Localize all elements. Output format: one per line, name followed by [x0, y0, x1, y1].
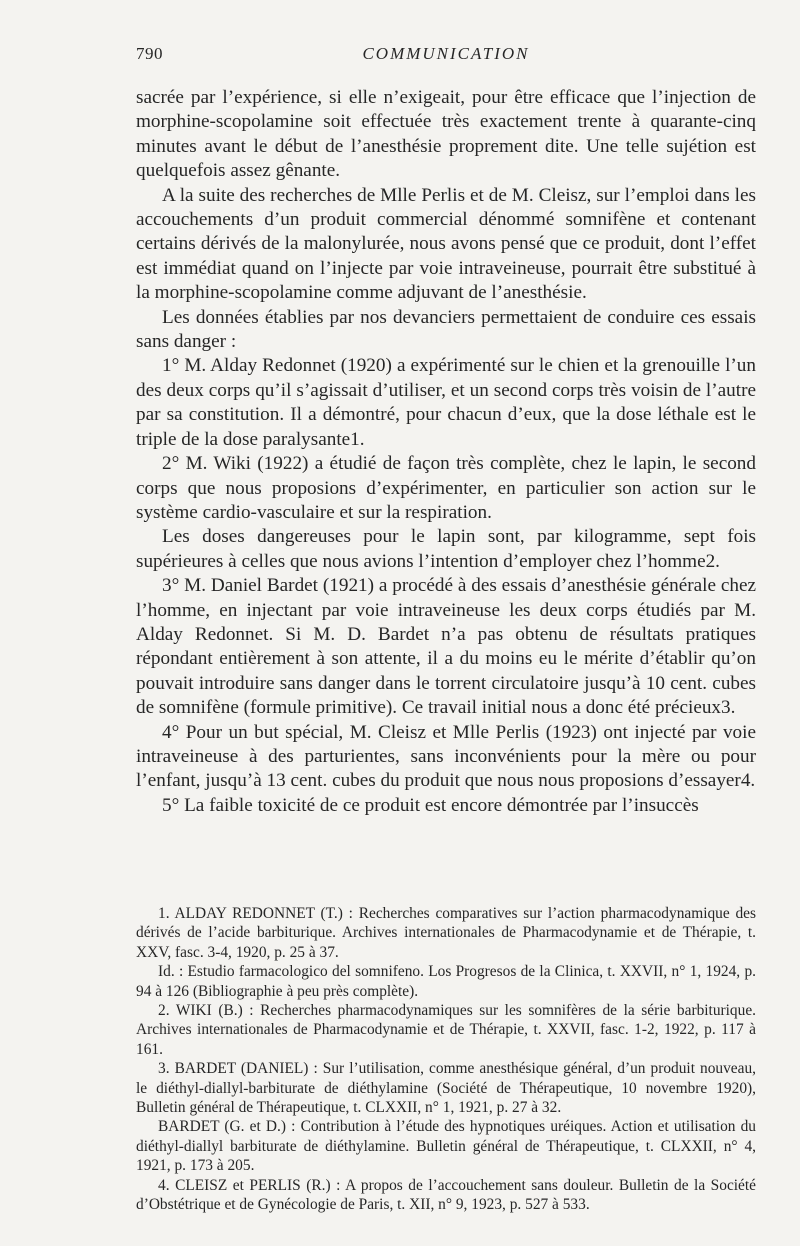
paragraph: 3° M. Daniel Bardet (1921) a procédé à des essais d’anesthésie générale chez l’homme, en injectant par voie intraveineuse les deux corps étudiés par M. Alday Redonnet. Si M. D. Bardet n’a pas obtenu de résultats pratiques répondant entièrement à son attente, il a du moins eu le mérite d’établir qu’on pouvait introduire sans danger dans le torrent circulatoire jusqu’à 10 cent. cubes de somnifène (formule primitive). Ce travail initial nous a donc été précieux3.	[136, 575, 756, 719]
paragraph: 5° La faible toxicité de ce produit est encore démontrée par l’insuccès	[162, 794, 699, 816]
footnotes	[136, 904, 756, 1215]
paragraph: Les doses dangereuses pour le lapin sont, par kilogramme, sept fois supérieures à celles que nous avions l’intention d’employer chez l’homme2.	[136, 526, 756, 572]
running-title: COMMUNICATION	[362, 44, 530, 63]
paragraph: Les données établies par nos devanciers permettaient de conduire ces essais sans danger :	[136, 306, 756, 353]
body-text	[136, 86, 756, 818]
footnote: BARDET (G. et D.) : Contribution à l’étude des hypnotiques uréiques. Action et utilisation du diéthyl-diallyl barbiturate de diéthylamine. Bulletin général de Thérapeutique, t. CLXXII, n° 4, 1921, p. 173 à 205.	[136, 1118, 756, 1175]
paragraph: 1° M. Alday Redonnet (1920) a expérimenté sur le chien et la grenouille l’un des deux corps qu’il s’agissait d’utiliser, et un second corps très voisin de l’autre par sa constitution. Il a démontré, pour chacun d’eux, que la dose léthale est le triple de la dose paralysante1.	[136, 355, 756, 450]
page-header	[136, 44, 756, 70]
paragraph: sacrée par l’expérience, si elle n’exigeait, pour être efficace que l’injection de morphine-scopolamine soit effectuée très exactement trente à quarante-cinq minutes avant le début de l’anesthésie proprement dite. Une telle sujétion est quelquefois assez gênante.	[136, 87, 756, 182]
footnote: Id. : Estudio farmacologico del somnifeno. Los Progresos de la Clinica, t. XXVII, n° 1, 1924, p. 94 à 126 (Bibliographie à peu près complète).	[136, 963, 756, 1000]
paragraph: A la suite des recherches de Mlle Perlis et de M. Cleisz, sur l’emploi dans les accouchements d’un produit commercial dénommé somnifène et contenant certains dérivés de la malonylurée, nous avons pensé que ce produit, dont l’effet est immédiat quand on l’injecte par voie intraveineuse, pourrait être substitué à la morphine-scopolamine comme adjuvant de l’anesthésie.	[136, 184, 756, 304]
paragraph: 2° M. Wiki (1922) a étudié de façon très complète, chez le lapin, le second corps que nous proposions d’expérimenter, en particulier son action sur le système cardio-vasculaire et sur la respiration.	[136, 453, 756, 523]
footnote: 1. ALDAY REDONNET (T.) : Recherches comparatives sur l’action pharmacodynamique des dérivés de l’acide barbiturique. Archives internationales de Pharmacodynamie et de Thérapie, t. XXV, fasc. 3-4, 1920, p. 25 à 37.	[136, 905, 756, 961]
footnote: 3. BARDET (DANIEL) : Sur l’utilisation, comme anesthésique général, d’un produit nouveau, le diéthyl-diallyl-barbiturate de diéthylamine (Société de Thérapeutique, 10 novembre 1920), Bulletin général de Thérapeutique, t. CLXXII, n° 1, 1921, p. 27 à 32.	[136, 1060, 756, 1117]
page-number: 790	[136, 44, 163, 63]
footnote: 4. CLEISZ et PERLIS (R.) : A propos de l’accouchement sans douleur. Bulletin de la Société d’Obstétrique et de Gynécologie de Paris, t. XII, n° 9, 1923, p. 527 à 533.	[136, 1176, 756, 1214]
paragraph: 4° Pour un but spécial, M. Cleisz et Mlle Perlis (1923) ont injecté par voie intraveineuse à des parturientes, sans inconvénients pour la mère ou pour l’enfant, jusqu’à 13 cent. cubes du produit que nous nous proposions d’essayer4.	[136, 721, 756, 792]
footnote: 2. WIKI (B.) : Recherches pharmacodynamiques sur les somnifères de la série barbiturique. Archives internationales de Pharmacodynamie et de Thérapie, t. XXVII, fasc. 1-2, 1922, p. 117 à 161.	[136, 1002, 756, 1058]
